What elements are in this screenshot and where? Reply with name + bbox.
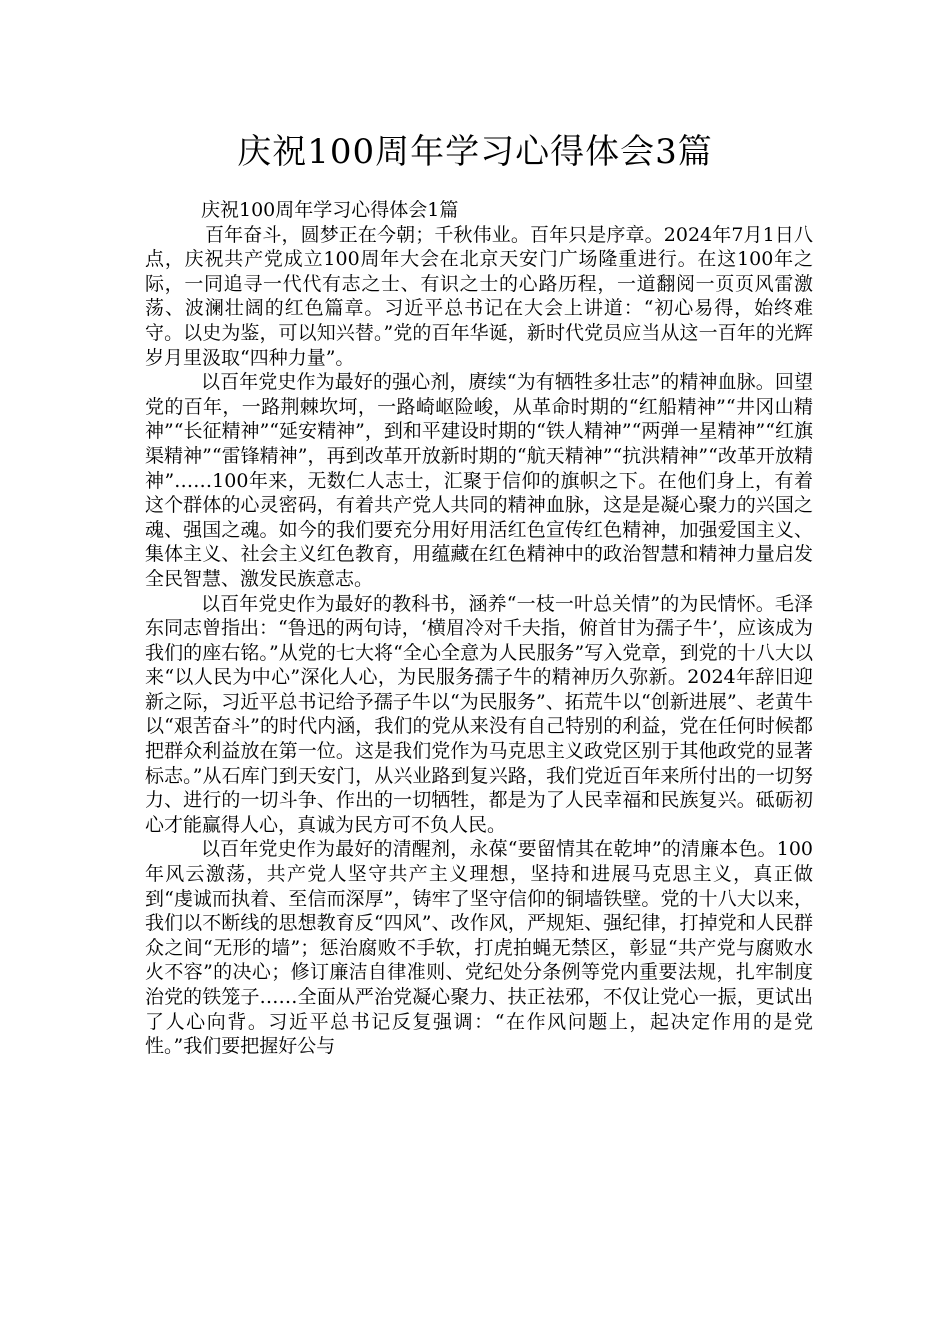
paragraph-spirit: 以百年党史作为最好的强心剂，赓续“为有牺牲多壮志”的精神血脉。回望党的百年，一路荆棘坎坷，一路崎岖险峻，从革命时期的“红船精神”“井冈山精神”“长征精神”“延安精神”，到和平建设时期的“铁人精神”“两弹一星精神”“红旗渠精神”“雷锋精神”，再到改革开放新时期的“航天精神”“抗洪精神”“改革开放精神”……100年来，无数仁人志士，汇聚于信仰的旗帜之下。在他们身上，有着这个群体的心灵密码，有着共产党人共同的精神血脉，这是是凝心聚力的兴国之魂、强国之魂。如今的我们要充分用好用活红色宣传红色精神，加强爱国主义、集体主义、社会主义红色教育，用蕴藏在红色精神中的政治智慧和精神力量启发全民智慧、激发民族意志。 (145, 371, 813, 590)
section-heading: 庆祝100周年学习心得体会1篇 (201, 199, 459, 221)
document-title: 庆祝100周年学习心得体会3篇 (237, 132, 713, 172)
paragraph-integrity: 以百年党史作为最好的清醒剂，永葆“要留情其在乾坤”的清廉本色。100年风云激荡，共产党人坚守共产主义理想，坚持和进展马克思主义，真正做到“虔诚而执着、至信而深厚”，铸牢了坚守信仰的铜墙铁壁。党的十八大以来，我们以不断线的思想教育反“四风”、改作风，严规矩、强纪律，打掉党和人民群众之间“无形的墙”；惩治腐败不手软，打虎拍蝇无禁区，彰显“共产党与腐败水火不容”的决心；修订廉洁自律准则、党纪处分条例等党内重要法规，扎牢制度治党的铁笼子……全面从严治党凝心聚力、扶正祛邪，不仅让党心一振，更试出了人心向背。习近平总书记反复强调：“在作风问题上，起决定作用的是党性。”我们要把握好公与 (145, 838, 813, 1058)
document-body (145, 198, 813, 1059)
paragraph-people: 以百年党史作为最好的教科书，涵养“一枝一叶总关情”的为民情怀。毛泽东同志曾指出：“鲁迅的两句诗，‘横眉冷对千夫指，俯首甘为孺子牛’，应该成为我们的座右铭。”从党的七大将“全心全意为人民服务”写入党章，到党的十八大以来“以人民为中心”深化人心，为民服务孺子牛的精神历久弥新。2024年辞旧迎新之际，习近平总书记给予孺子牛以“为民服务”、拓荒牛以“创新进展”、老黄牛以“艰苦奋斗”的时代内涵，我们的党从来没有自己特别的利益，党在任何时候都把群众利益放在第一位。这是我们党作为马克思主义政党区别于其他政党的显著标志。”从石库门到天安门，从兴业路到复兴路，我们党近百年来所付出的一切努力、进行的一切斗争、作出的一切牺牲，都是为了人民幸福和民族复兴。砥砺初心才能赢得人心，真诚为民方可不负人民。 (145, 592, 813, 836)
paragraph-intro: 百年奋斗，圆梦正在今朝；千秋伟业。百年只是序章。2024年7月1日八点，庆祝共产党成立100周年大会在北京天安门广场隆重进行。在这100年之际，一同追寻一代代有志之士、有识之士的心路历程，一道翻阅一页页风雷激荡、波澜壮阔的红色篇章。习近平总书记在大会上讲道：“初心易得，始终难守。以史为鉴，可以知兴替。”党的百年华诞，新时代党员应当从这一百年的光辉岁月里汲取“四种力量”。 (145, 223, 813, 369)
